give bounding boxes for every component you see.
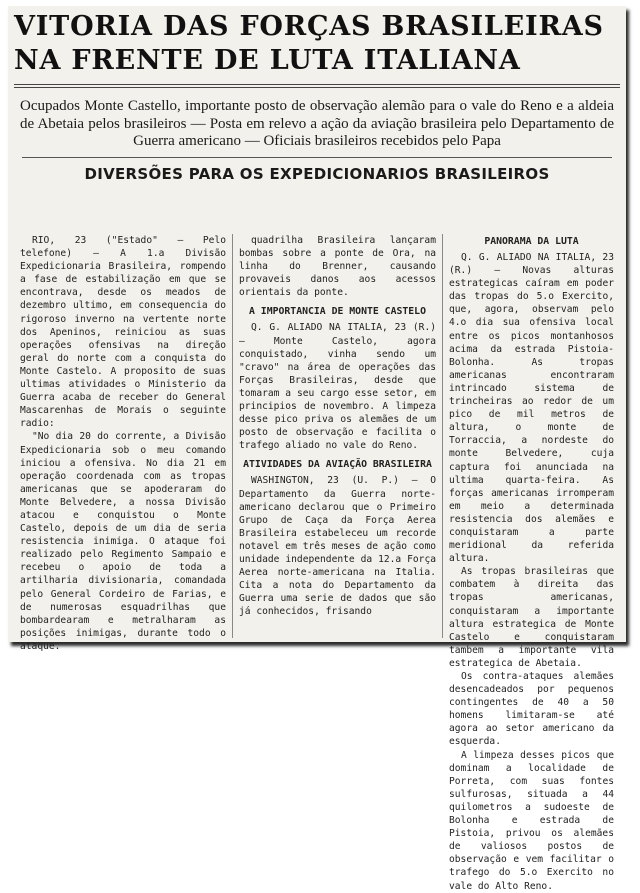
paragraph: "No dia 20 do corrente, a Divisão Expedicionaria sob o meu comando iniciou a ofensiva. No dia 21 em operação coordenada com as tropas americanas que se apoderaram do Monte Belvedere, a nossa Divisão atacou e conquistou o Monte Castelo, depois de um dia de seria resistencia inimiga. O ataque foi realizado pelo Regimento Sampaio e recebeu o apoio de toda a artilharia divisionaria, comandada pelo General Cordeiro de Farias, e de numerosas esquadrilhas que bombardearam e metralharam as posições inimigas, durante todo o ataque. xyxy=(20,431,226,652)
deck-rule xyxy=(22,157,612,158)
paragraph: Os contra-ataques alemães desencadeados por pequenos contingentes de 40 a 50 homens limitaram-se até agora ao setor americano da esquerda. xyxy=(449,671,614,748)
paragraph: Q. G. ALIADO NA ITALIA, 23 (R.) — Novas alturas estrategicas caíram em poder das tropas do 5.o Exercito, que, agora, observam pelo 4.o dia sua ofensiva local entre os picos montanhosos acima da estrada Pistoia-Bolonha. As tropas americanas encontraram intrincado sistema de trincheiras ao redor de um pico de mil metros de altura, o monte de Torraccia, a nordeste do monte Belvedere, cuja captura foi anunciada na ultima quarta-feira. As forças americanas irromperam em meio a determinada resistencia dos alemães e conquistaram a parte meridional da referida altura. xyxy=(449,252,614,565)
headline-rule xyxy=(14,84,620,88)
section-heading: ATIVIDADES DA AVIAÇÃO BRASILEIRA xyxy=(243,459,432,471)
newspaper-clipping xyxy=(8,6,626,892)
section-heading: PANORAMA DA LUTA xyxy=(484,236,579,247)
column-1 xyxy=(14,234,232,652)
headline xyxy=(14,10,620,78)
paragraph: Q. G. ALIADO NA ITALIA, 23 (R.) — Monte Castelo, agora conquistado, vinha sendo um "cravo" na área de operações das Forças Brasileiras, desde que tomaram a seu cargo esse setor, em principios de novembro. A limpeza desse pico priva os alemães de um posto de observação e facilita o trafego aliado no vale do Reno. xyxy=(239,322,436,452)
deck-summary: Ocupados Monte Castello, importante posto de observação alemão para o vale do Reno e a aldeia de Abetaia pelos brasileiros — Posta em relevo a ação da aviação brasileira pelo Departamento de Guerra americano — Oficiais brasileiros recebidos pelo Papa xyxy=(20,98,614,149)
paragraph: RIO, 23 ("Estado" — Pelo telefone) — A 1.a Divisão Expedicionaria Brasileira, rompendo a fase de estabilização em que se encontrava, desde os meados de dezembro ultimo, em consequencia do rigoroso inverno na vertente norte dos Apeninos, reiniciou as suas operações ofensivas na direção geral do norte com a conquista do Monte Castelo. A proposito de suas ultimas atividades o Ministerio da Guerra acaba de receber do General Mascarenhas de Morais o seguinte radio: xyxy=(20,235,226,430)
paragraph: A limpeza desses picos que dominam a localidade de Porreta, com suas fontes sulfurosas, situada a 44 quilometros a sudoeste de Bolonha e estrada de Pistoia, privou os alemães de valiosos postos de observação e vem facilitar o trafego do 5.o Exercito no vale do Alto Reno. xyxy=(449,749,614,892)
headline-line-1: VITORIA DAS FORÇAS BRASILEIRAS xyxy=(14,11,604,42)
section-subhead: DIVERSÕES PARA OS EXPEDICIONARIOS BRASILEIROS xyxy=(84,164,550,183)
paragraph: WASHINGTON, 23 (U. P.) — O Departamento da Guerra norte-americano declarou que o Primeiro Grupo de Caça da Força Aerea Brasileira estabeleceu um recorde notavel em três meses de ação como unidade independente da 12.a Força Aerea norte-americana na Italia. Cita a nota do Departamento da Guerra uma serie de dados que são já conhecidos, frisando xyxy=(239,475,436,618)
headline-line-2: NA FRENTE DE LUTA ITALIANA xyxy=(14,45,521,76)
paragraph: quadrilha Brasileira lançaram bombas sobre a ponte de Ora, na linha do Brenner, causando provaveis danos aos acessos orientais da ponte. xyxy=(239,235,436,299)
paragraph: As tropas brasileiras que combatem à direita das tropas americanas, conquistaram a importante altura estrategica de Monte Castelo e conquistaram tambem a importante vila estrategica de Abetaia. xyxy=(449,566,614,669)
column-3 xyxy=(442,234,620,892)
section-heading: A IMPORTANCIA DE MONTE CASTELO xyxy=(249,306,426,318)
article-columns xyxy=(14,234,620,892)
column-2 xyxy=(232,234,442,638)
